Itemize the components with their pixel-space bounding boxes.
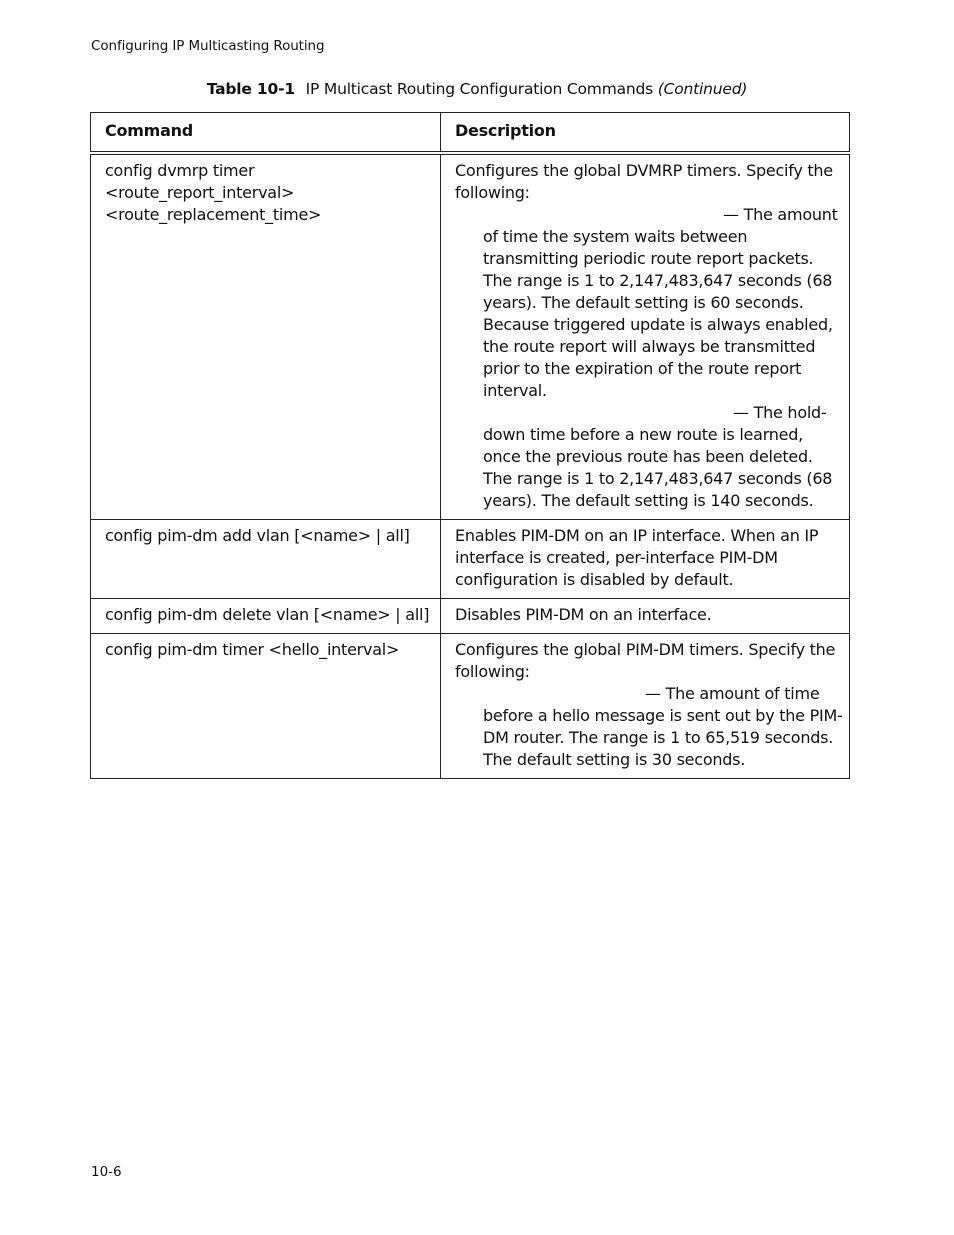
command-text: config pim-dm delete vlan [<name> | all] [105, 605, 430, 624]
command-text: config pim-dm add vlan [<name> | all] [105, 526, 410, 545]
description-text: Configures the global PIM-DM timers. Specify the following: [455, 640, 836, 681]
column-header-command: Command [91, 113, 441, 154]
param-lead-text: — The hold- [733, 403, 827, 422]
description-text: Configures the global DVMRP timers. Specify the following: [455, 161, 833, 202]
description-cell [441, 153, 850, 520]
description-cell [441, 634, 850, 779]
table-caption-continued: (Continued) [657, 80, 748, 98]
param-description: before a hello message is sent out by the PIM-DM router. The range is 1 to 65,519 seconds. The default setting is 30 seconds. [483, 706, 843, 769]
column-header-description: Description [441, 113, 850, 154]
table-row [91, 634, 850, 779]
description-text: Disables PIM-DM on an interface. [455, 605, 712, 624]
running-header: Configuring IP Multicasting Routing [91, 38, 325, 54]
param-lead-text: — The amount [723, 205, 838, 224]
page-number: 10-6 [91, 1164, 122, 1180]
param-description: of time the system waits between transmitting periodic route report packets. The range is 1 to 2,147,483,647 seconds (68 years). The default setting is 60 seconds. Because triggered update is always enabled, the route report will always be transmitted prior to the expiration of the route report interval. [483, 227, 833, 400]
param-lead-text: — The amount of time [645, 684, 820, 703]
command-cell [91, 634, 441, 779]
command-text: <route_replacement_time> [105, 205, 322, 224]
description-cell [441, 520, 850, 599]
command-text: config dvmrp timer [105, 161, 255, 180]
command-cell [91, 520, 441, 599]
command-cell [91, 599, 441, 634]
command-table [90, 112, 850, 779]
table-caption-number: Table 10-1 [206, 80, 295, 98]
param-description: down time before a new route is learned, once the previous route has been deleted. The range is 1 to 2,147,483,647 seconds (68 years). The default setting is 140 seconds. [483, 425, 833, 510]
command-text: config pim-dm timer <hello_interval> [105, 640, 400, 659]
table-caption [0, 80, 954, 98]
table-row [91, 153, 850, 520]
table-header-row [91, 113, 850, 154]
table-row [91, 599, 850, 634]
description-text: Enables PIM-DM on an IP interface. When an IP interface is created, per-interface PIM-DM configuration is disabled by default. [455, 526, 819, 589]
description-cell [441, 599, 850, 634]
command-text: <route_report_interval> [105, 183, 295, 202]
command-cell [91, 153, 441, 520]
table-row [91, 520, 850, 599]
table-caption-title: IP Multicast Routing Configuration Commands [305, 80, 654, 98]
